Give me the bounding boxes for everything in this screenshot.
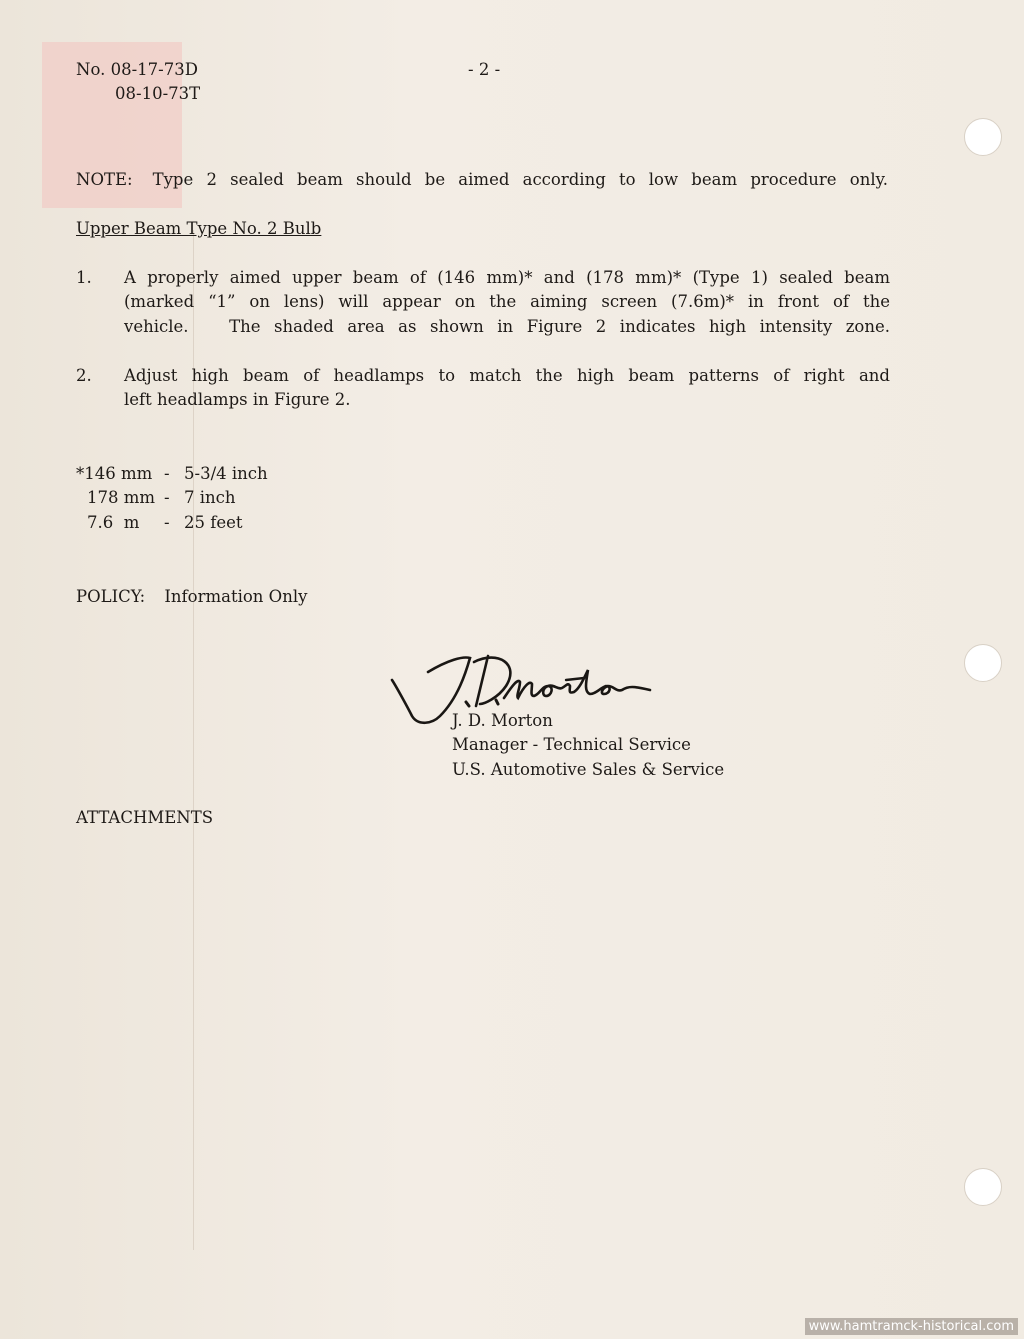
signer-title: Manager - Technical Service <box>452 735 691 754</box>
step-2-line-2: left headlamps in Figure 2. <box>124 390 351 409</box>
conversion-imperial: 5-3/4 inch <box>184 464 268 483</box>
policy-line <box>76 585 307 609</box>
conversion-separator: - <box>164 464 170 483</box>
binder-hole-middle <box>964 644 1002 682</box>
step-1-line-2: (marked “1” on lens) will appear on the aiming screen (7.6m)* in front of the <box>124 292 890 311</box>
policy-label: POLICY: <box>76 587 146 606</box>
conversion-separator: - <box>164 513 170 532</box>
note-line <box>76 168 888 192</box>
conversion-metric: 178 mm <box>87 488 156 507</box>
bulletin-number-alt: 08-10-73T <box>115 84 201 103</box>
conversion-metric: *146 mm <box>76 464 153 483</box>
binder-hole-top <box>964 118 1002 156</box>
policy-value: Information Only <box>164 587 308 606</box>
signer-name: J. D. Morton <box>452 711 553 730</box>
note-text: Type 2 sealed beam should be aimed according to low beam procedure only. <box>152 170 888 189</box>
binder-hole-bottom <box>964 1168 1002 1206</box>
conversion-row <box>76 462 268 486</box>
site-watermark: www.hamtramck-historical.com <box>805 1318 1018 1335</box>
page-number: - 2 - <box>468 60 501 79</box>
step-2-number: 2. <box>76 366 92 385</box>
conversion-imperial: 25 feet <box>184 513 243 532</box>
conversion-metric: 7.6 m <box>87 513 140 532</box>
conversion-separator: - <box>164 488 170 507</box>
signer-organization: U.S. Automotive Sales & Service <box>452 760 725 779</box>
step-1-line-3: vehicle. The shaded area as shown in Figure 2 indicates high intensity zone. <box>124 317 890 336</box>
note-label: NOTE: <box>76 170 133 189</box>
step-1-number: 1. <box>76 268 92 287</box>
step-1-line-1: A properly aimed upper beam of (146 mm)* and (178 mm)* (Type 1) sealed beam <box>124 268 890 287</box>
step-2-line-1: Adjust high beam of headlamps to match the high beam patterns of right and <box>124 366 890 385</box>
bulletin-number: No. 08-17-73D <box>76 60 198 79</box>
conversion-imperial: 7 inch <box>184 488 236 507</box>
conversion-row <box>87 511 243 535</box>
section-heading: Upper Beam Type No. 2 Bulb <box>76 219 322 238</box>
attachments-label: ATTACHMENTS <box>76 808 214 827</box>
conversion-row <box>87 486 236 510</box>
